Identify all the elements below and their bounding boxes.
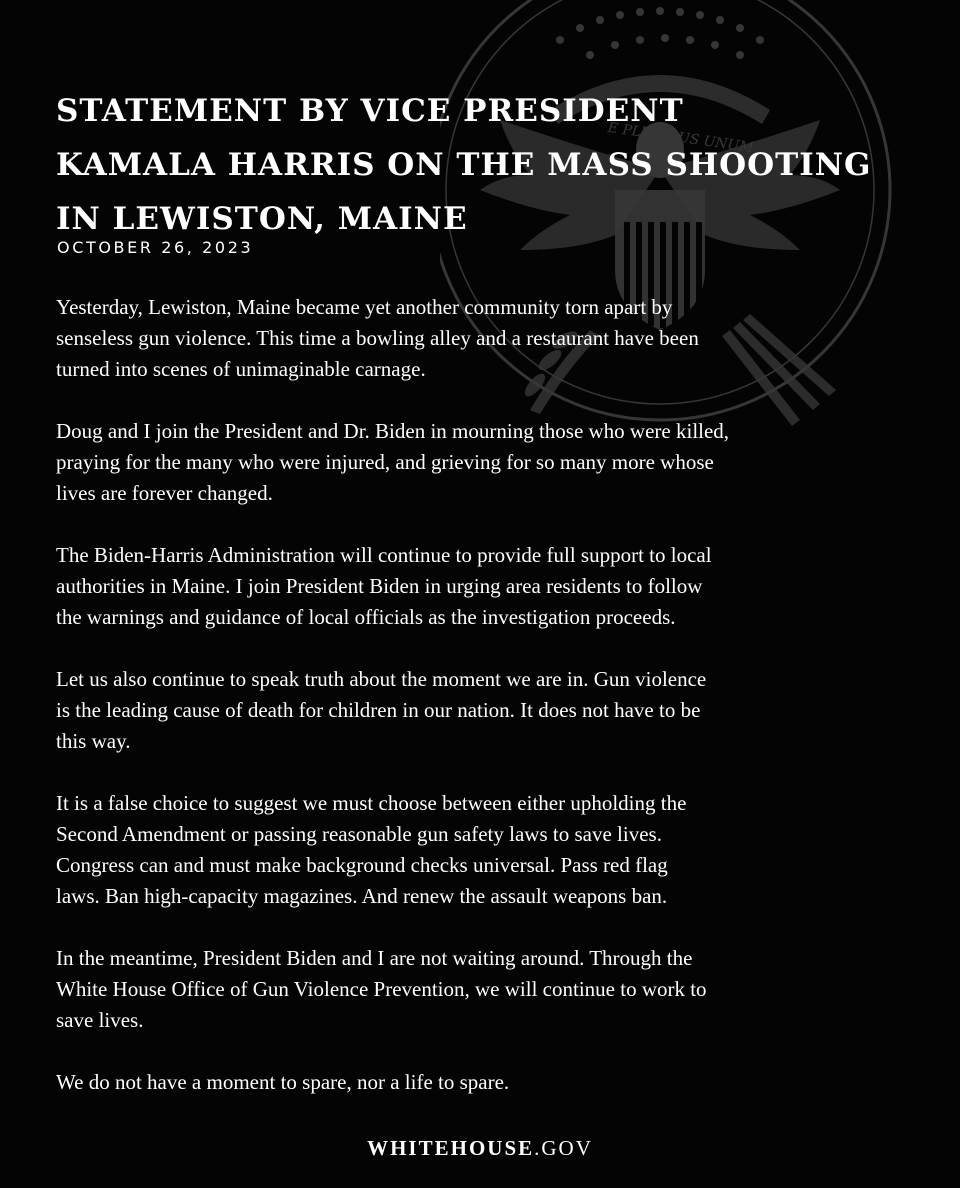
title-line: IN LEWISTON, MAINE — [56, 201, 468, 237]
footer-site-name: WHITEHOUSE — [367, 1136, 535, 1160]
paragraph-line: authorities in Maine. I join President Biden in urging area residents to follow — [56, 574, 703, 598]
paragraph — [56, 416, 916, 509]
footer-site-suffix: .GOV — [534, 1136, 593, 1160]
paragraph-line: turned into scenes of unimaginable carnage. — [56, 357, 426, 381]
paragraph — [56, 943, 916, 1036]
paragraph-line: lives are forever changed. — [56, 481, 273, 505]
paragraph-line: Congress can and must make background checks universal. Pass red flag — [56, 853, 668, 877]
paragraph-line: senseless gun violence. This time a bowling alley and a restaurant have been — [56, 326, 699, 350]
footer-site-link[interactable] — [0, 1136, 960, 1161]
seal-motto: E PLURIBUS UNUM — [606, 119, 755, 157]
paragraph-line: The Biden-Harris Administration will continue to provide full support to local — [56, 543, 712, 567]
paragraph-line: the warnings and guidance of local officials as the investigation proceeds. — [56, 605, 676, 629]
paragraph-line: Let us also continue to speak truth about the moment we are in. Gun violence — [56, 667, 707, 691]
paragraph-line: Yesterday, Lewiston, Maine became yet another community torn apart by — [56, 295, 673, 319]
statement-body — [56, 292, 916, 1129]
title-line: KAMALA HARRIS ON THE MASS SHOOTING — [56, 147, 872, 183]
paragraph — [56, 292, 916, 385]
paragraph-line: this way. — [56, 729, 131, 753]
paragraph — [56, 1067, 916, 1098]
paragraph-line: White House Office of Gun Violence Prevention, we will continue to work to — [56, 977, 707, 1001]
paragraph — [56, 540, 916, 633]
paragraph-line: In the meantime, President Biden and I are not waiting around. Through the — [56, 946, 693, 970]
title-line: STATEMENT BY VICE PRESIDENT — [56, 93, 684, 129]
paragraph-line: We do not have a moment to spare, nor a life to spare. — [56, 1070, 510, 1094]
statement-date: OCTOBER 26, 2023 — [57, 238, 254, 257]
paragraph-line: save lives. — [56, 1008, 144, 1032]
paragraph-line: Second Amendment or passing reasonable gun safety laws to save lives. — [56, 822, 662, 846]
paragraph-line: It is a false choice to suggest we must choose between either upholding the — [56, 791, 687, 815]
paragraph-line: Doug and I join the President and Dr. Biden in mourning those who were killed, — [56, 419, 730, 443]
seal-stars — [556, 7, 764, 59]
paragraph — [56, 664, 916, 757]
paragraph-line: praying for the many who were injured, and grieving for so many more whose — [56, 450, 714, 474]
paragraph — [56, 788, 916, 912]
paragraph-line: laws. Ban high-capacity magazines. And renew the assault weapons ban. — [56, 884, 668, 908]
statement-title — [56, 84, 876, 246]
paragraph-line: is the leading cause of death for children in our nation. It does not have to be — [56, 698, 701, 722]
